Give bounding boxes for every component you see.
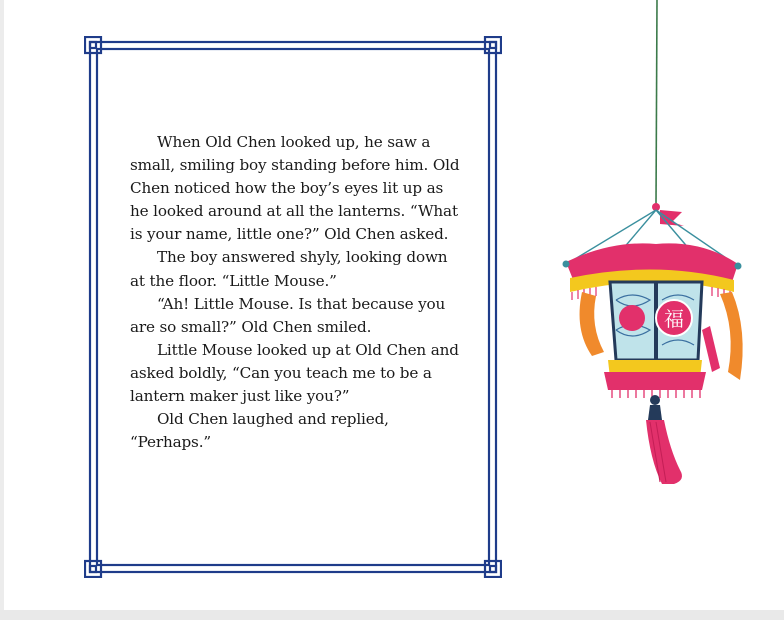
corner-ornament-br (485, 561, 501, 577)
corner-ornament-tr (485, 37, 501, 53)
lantern-svg (552, 0, 752, 500)
story-paragraph-3: “Ah! Little Mouse. Is that because you are so small?” Old Chen smiled. (130, 294, 446, 336)
story-paragraph-2: The boy answered shyly, looking down at the floor. “Little Mouse.” (130, 248, 448, 290)
story-paragraph-5: Old Chen laughed and replied, “Perhaps.” (130, 410, 389, 452)
corner-ornament-tl (85, 37, 101, 53)
story-paragraph-4: Little Mouse looked up at Old Chen and asked boldly, “Can you teach me to be a lantern maker just like you?” (130, 340, 459, 406)
story-paragraph-1: When Old Chen looked up, he saw a small, smiling boy standing before him. Old Chen noticed how the boy’s eyes lit up as he looked around at all the lanterns. “What is your name, little one?” Old Chen asked. (130, 133, 460, 244)
fu-character: 福 (664, 307, 684, 331)
lantern-illustration (552, 0, 752, 500)
page-edge-left (0, 0, 4, 620)
page-edge-bottom (0, 610, 784, 620)
corner-ornament-bl (85, 561, 101, 577)
story-text (130, 131, 460, 454)
